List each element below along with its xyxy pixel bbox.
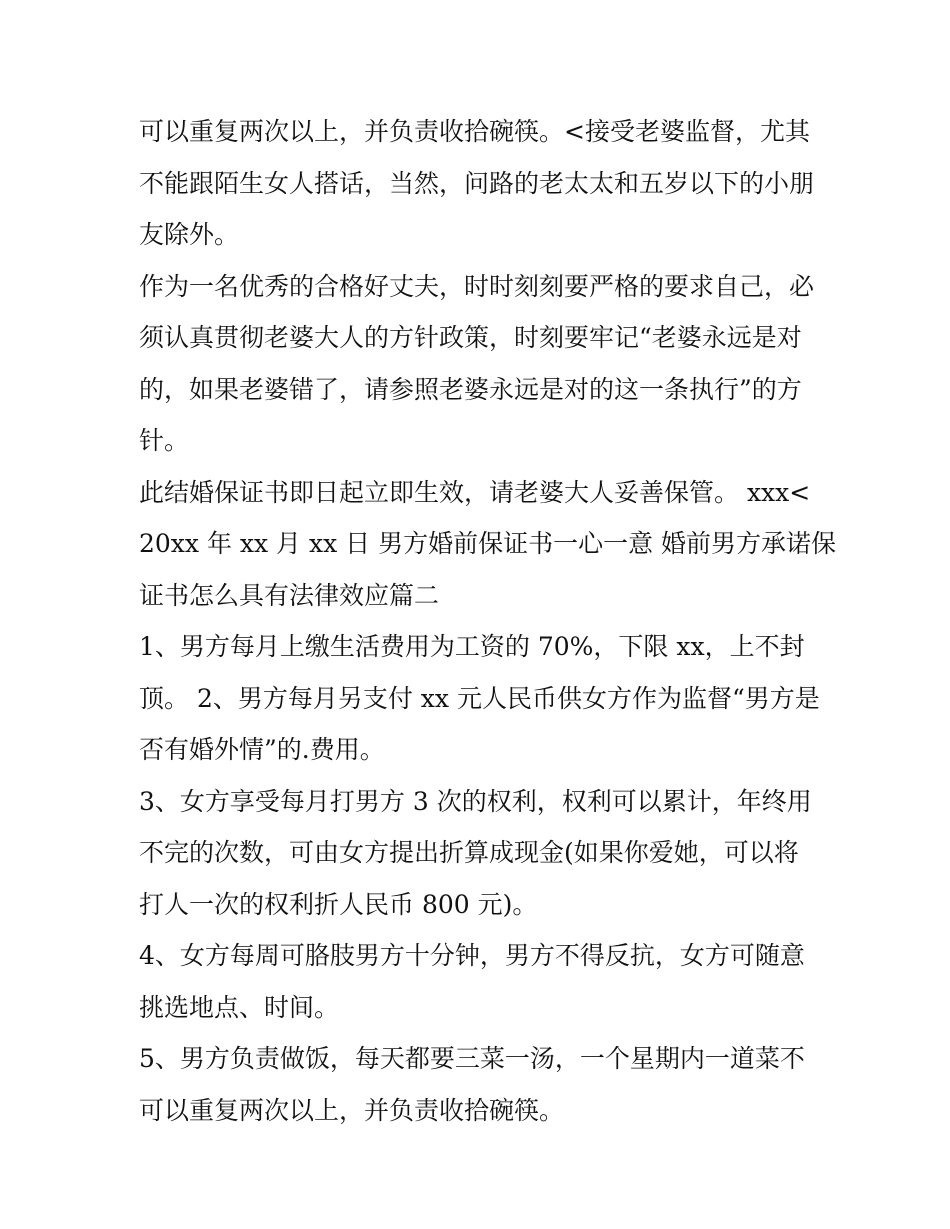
text-line: 友除外。 [139,220,240,249]
text-line: 顶。 2、男方每月另支付 xx 元人民币供女方作为监督“男方是 [139,683,820,713]
text-line: 1、男方每月上缴生活费用为工资的 70%，下限 xx，上不封 [139,632,805,661]
clause-3 [139,776,819,931]
paragraph-effective-date [139,467,837,622]
clause-1-2 [139,621,819,776]
text-line: 须认真贯彻老婆大人的方针政策，时刻要牢记“老婆永远是对 [139,323,802,352]
text-line: 作为一名优秀的合格好丈夫，时时刻刻要严格的要求自己，必 [139,271,815,301]
paragraph-good-husband [139,261,819,467]
text-line: 5、男方负责做饭，每天都要三菜一汤，一个星期内一道菜不 [139,1044,805,1073]
text-line: 的，如果老婆错了，请参照老婆永远是对的这一条执行”的方 [139,374,802,404]
document-body [139,106,837,1136]
text-line: 可以重复两次以上，并负责收拾碗筷。<接受老婆监督，尤其 [139,117,810,146]
text-line: 不完的次数，可由女方提出折算成现金(如果你爱她，可以将 [139,838,799,867]
text-line: 挑选地点、时间。 [139,992,340,1022]
text-line: 证书怎么具有法律效应篇二 [139,580,440,610]
paragraph-continuation [139,106,819,261]
text-line: 否有婚外情”的.费用。 [139,735,385,764]
text-line: 打人一次的权利折人民币 800 元)。 [139,889,538,919]
text-line: 此结婚保证书即日起立即生效，请老婆大人妥善保管。 xxx< [139,477,811,507]
text-line: 3、女方享受每月打男方 3 次的权利，权利可以累计，年终用 [139,786,812,816]
text-line: 针。 [139,426,190,455]
text-line: 可以重复两次以上，并负责收拾碗筷。 [139,1095,565,1125]
text-line: 20xx 年 xx 月 xx 日 男方婚前保证书一心一意 婚前男方承诺保 [139,529,837,558]
clause-5 [139,1033,819,1136]
text-line: 不能跟陌生女人搭话，当然，问路的老太太和五岁以下的小朋 [139,168,815,198]
text-line: 4、女方每周可胳肢男方十分钟，男方不得反抗，女方可随意 [139,941,805,970]
clause-4 [139,930,819,1033]
